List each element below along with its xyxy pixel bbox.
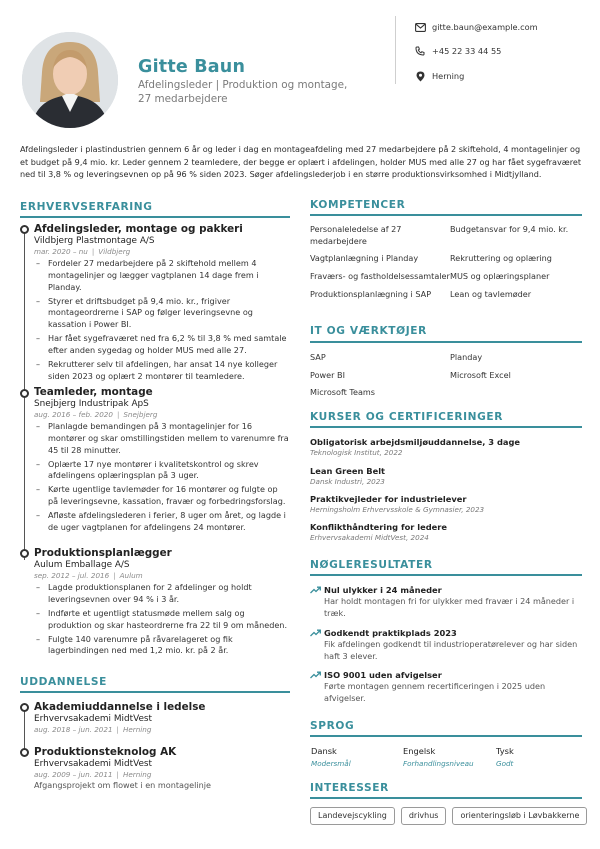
education-meta: aug. 2018 – jun. 2021 | Herning [34, 725, 152, 734]
education-school: Erhvervsakademi MidtVest [34, 759, 153, 769]
achievement-desc: Førte montagen gennem recertificeringen i 2025 uden afvigelser. [324, 681, 546, 703]
phone-icon [413, 45, 427, 57]
job-bullets [34, 421, 290, 534]
achievement-item [310, 670, 582, 704]
job-bullets [34, 582, 290, 657]
achievements-rule [310, 574, 582, 576]
timeline-dot [20, 748, 29, 757]
languages-heading: SPROG [310, 720, 355, 732]
portrait-image [22, 32, 118, 128]
tool-item: Microsoft Teams [310, 387, 376, 398]
job-location: Aulum [119, 571, 143, 580]
language-item [311, 746, 351, 768]
experience-rule [20, 216, 290, 218]
contact-phone[interactable] [413, 45, 501, 57]
job-bullet: – Kørte ugentlige tavlemøder for 16 montører og fulgte op på leveringsevne, kassation, fravær og forbedringsforslag. [34, 484, 290, 508]
course-title: Obligatorisk arbejdsmiljøuddannelse, 3 dage [310, 437, 521, 447]
education-dates: aug. 2018 – jun. 2021 [34, 725, 113, 734]
achievement-desc: Fik afdelingen godkendt til industrioperatørelever og har siden haft 3 elever. [324, 639, 578, 661]
timeline-dot [20, 389, 29, 398]
interest-tag: orienteringsløb i Løvbakkerne [452, 807, 587, 825]
skill-item: MUS og oplæringsplaner [450, 271, 550, 282]
location-text: Herning [432, 71, 465, 81]
skill-item: Vagtplanlægning i Planday [310, 253, 419, 264]
achievement-item [310, 628, 582, 662]
education-location: Herning [122, 770, 152, 779]
job-bullet: – Fordeler 27 medarbejdere på 2 skiftehold mellem 4 montagelinjer og lægger vagtplanen 14 dage frem i Planday. [34, 258, 290, 293]
profile-summary: Afdelingsleder i plastindustrien gennem 6 år og leder i dag en montageafdeling med 27 medarbejdere på 2 skiftehold, 4 montagelinjer og et budget på 9,4 mio. kr. Leder gennem 2 teamledere, der begge er oplært i afdelingen, holder MUS med alle 27 og har fået sygefraværet ned til 3,8 % og leveringsevnen op på 96 % siden 2023. Søger afdelingslederjob i en større produktionsvirksomhed i Midtjylland. [20, 144, 582, 180]
skill-item: Rekruttering og oplæring [450, 253, 552, 264]
course-source: Dansk Industri, 2023 [310, 477, 385, 486]
achievement-title: ISO 9001 uden afvigelser [324, 670, 442, 680]
job-entry [34, 547, 290, 659]
education-title: Akademiuddannelse i ledelse [34, 701, 206, 713]
interest-tag: Landevejscykling [310, 807, 395, 825]
tools-grid [310, 352, 582, 405]
job-entry [34, 386, 290, 536]
tool-item: Power BI [310, 369, 345, 380]
email-text: gitte.baun@example.com [432, 22, 538, 32]
skill-item: Lean og tavlemøder [450, 288, 532, 299]
interests-heading: INTERESSER [310, 782, 389, 794]
interests-rule [310, 797, 582, 799]
job-bullet: – Planlagde bemandingen på 3 montagelinjer for 16 montører og skar omstillingstiden mellem to varenumre fra 45 til 28 minutter. [34, 421, 290, 456]
job-meta: aug. 2016 – feb. 2020 | Snejbjerg [34, 410, 158, 419]
education-school: Erhvervsakademi MidtVest [34, 714, 153, 724]
skill-item: Produktionsplanlægning i SAP [310, 288, 432, 299]
job-bullet: – Indførte et ugentligt statusmøde mellem salg og produktion og skar hasteordrerne fra 22 til 9 om måneden. [34, 608, 290, 632]
job-company: Snejbjerg Industripak ApS [34, 399, 149, 409]
job-bullet: – Fulgte 140 varenumre på råvarelageret og fik lagerbindingen ned med 1,2 mio. kr. på 2 år. [34, 634, 290, 658]
header-divider [395, 16, 396, 84]
trend-up-icon [310, 670, 324, 704]
course-item [310, 494, 582, 514]
language-name: Tysk [496, 746, 514, 756]
timeline-dot [20, 549, 29, 558]
job-title: Produktionsplanlægger [34, 547, 172, 559]
contact-location [413, 70, 464, 82]
tool-item: Planday [450, 352, 483, 362]
timeline-dot [20, 225, 29, 234]
job-bullet: – Rekrutterer selv til afdelingen, har ansat 14 nye kolleger siden 2023 og oplært 2 montører til teamledere. [34, 359, 290, 383]
education-entry [34, 701, 290, 734]
course-item [310, 466, 582, 486]
job-dates: mar. 2020 – nu [34, 247, 88, 256]
languages-rule [310, 735, 582, 737]
education-rule [20, 691, 290, 693]
job-meta: sep. 2012 – jul. 2016 | Aulum [34, 571, 143, 580]
courses-rule [310, 426, 582, 428]
interest-tags [310, 807, 587, 825]
course-title: Konflikthåndtering for ledere [310, 522, 448, 532]
profile-photo [22, 32, 118, 128]
course-source: Herningsholm Erhvervsskole & Gymnasier, 2023 [310, 505, 485, 514]
job-bullet: – Har fået sygefraværet ned fra 6,2 % til 3,8 % med samtale efter anden sygedag og holder MUS med alle 27. [34, 333, 290, 357]
experience-heading: ERHVERVSERFARING [20, 201, 153, 213]
tool-item: Microsoft Excel [450, 369, 511, 380]
job-company: Aulum Emballage A/S [34, 560, 130, 570]
job-bullet: – Oplærte 17 nye montører i kvalitetskontrol og skrev afdelingens oplæringsplan på 3 uger. [34, 459, 290, 483]
job-bullet: – Afløste afdelingslederen i ferier, 8 uger om året, og lagde i de uger vagtplanen for afdelingens 24 montører. [34, 510, 290, 534]
tools-heading: IT OG VÆRKTØJER [310, 325, 427, 337]
job-dates: sep. 2012 – jul. 2016 [34, 571, 110, 580]
interest-tag: drivhus [401, 807, 447, 825]
language-level: Modersmål [311, 759, 351, 768]
job-dates: aug. 2016 – feb. 2020 [34, 410, 113, 419]
achievement-desc: Har holdt montagen fri for ulykker med fravær i 24 måneder i træk. [324, 596, 575, 618]
job-title: Afdelingsleder, montage og pakkeri [34, 223, 243, 235]
tool-item: SAP [310, 352, 326, 362]
location-pin-icon [413, 70, 427, 82]
skill-item: Fraværs- og fastholdelsessamtaler [310, 271, 450, 282]
achievements-heading: NØGLERESULTATER [310, 559, 433, 571]
education-timeline [24, 706, 25, 754]
trend-up-icon [310, 585, 324, 619]
language-item [496, 746, 514, 768]
education-location: Herning [122, 725, 152, 734]
education-description: Afgangsprojekt om flowet i en montagelinje [34, 780, 211, 790]
email-icon [413, 21, 427, 33]
course-item [310, 522, 582, 542]
contact-email[interactable] [413, 21, 538, 33]
job-company: Vildbjerg Plastmontage A/S [34, 236, 155, 246]
education-meta: aug. 2009 – jun. 2011 | Herning [34, 770, 152, 779]
achievement-title: Nul ulykker i 24 måneder [324, 585, 442, 595]
skill-item: Budgetansvar for 9,4 mio. kr. [450, 224, 569, 234]
education-dates: aug. 2009 – jun. 2011 [34, 770, 113, 779]
language-level: Forhandlingsniveau [403, 759, 474, 768]
language-name: Dansk [311, 746, 337, 756]
job-entry [34, 223, 290, 385]
courses-heading: KURSER OG CERTIFICERINGER [310, 411, 503, 423]
course-item [310, 437, 582, 457]
education-entry [34, 746, 290, 790]
language-level: Godt [496, 759, 514, 768]
job-bullet: – Styrer et driftsbudget på 9,4 mio. kr., frigiver montageordrerne i SAP og følger leveringsevne og kassation i Power BI. [34, 296, 290, 331]
job-meta: mar. 2020 – nu | Vildbjerg [34, 247, 131, 256]
course-title: Lean Green Belt [310, 466, 386, 476]
job-bullet: – Lagde produktionsplanen for 2 afdelinger og holdt leveringsevnen over 94 % i 3 år. [34, 582, 290, 606]
job-location: Snejbjerg [123, 410, 158, 419]
job-title: Teamleder, montage [34, 386, 153, 398]
candidate-title: Afdelingsleder | Produktion og montage, 27 medarbejdere [138, 79, 348, 105]
skill-item: Personaleledelse af 27 medarbejdere [310, 224, 402, 246]
tools-rule [310, 341, 582, 343]
course-source: Erhvervsakademi MidtVest, 2024 [310, 533, 429, 542]
skills-rule [310, 214, 582, 216]
course-title: Praktikvejleder for industrielever [310, 494, 467, 504]
achievement-item [310, 585, 582, 619]
language-name: Engelsk [403, 746, 436, 756]
timeline-dot [20, 703, 29, 712]
course-source: Teknologisk Institut, 2022 [310, 448, 403, 457]
job-location: Vildbjerg [98, 247, 131, 256]
achievement-title: Godkendt praktikplads 2023 [324, 628, 457, 638]
candidate-name: Gitte Baun [138, 57, 246, 77]
skills-grid [310, 224, 582, 307]
phone-text: +45 22 33 44 55 [432, 46, 502, 56]
trend-up-icon [310, 628, 324, 662]
language-item [403, 746, 474, 768]
education-title: Produktionsteknolog AK [34, 746, 177, 758]
education-heading: UDDANNELSE [20, 676, 107, 688]
skills-heading: KOMPETENCER [310, 199, 406, 211]
job-bullets [34, 258, 290, 383]
